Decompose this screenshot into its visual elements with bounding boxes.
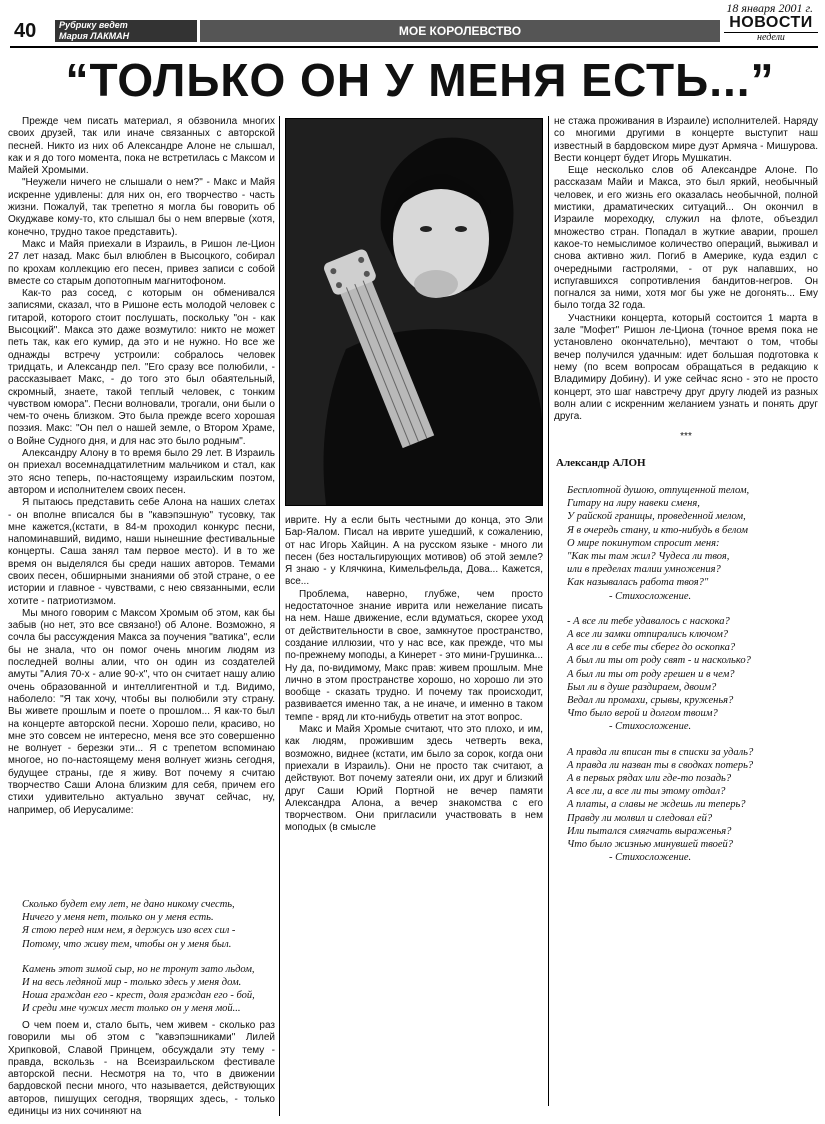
- paragraph: О чем поем и, стало быть, чем живем - сколько раз говорили мы об этом с "кавэпэшниками" Лилей Хрипковой, Славой Принцем, обсуждали эту тему - правда, вскользь - на Всеизраильском фестивале авторской песни. Несмотря на то, что в движении бардовской песни много, что называется, действующих авторов, пишущих сегодня, творящих здесь, - только единицы из них сочиняют на: [8, 1020, 275, 1118]
- poem-stanza: [22, 963, 287, 1016]
- paragraph: Как-то раз сосед, с которым он обменивался записями, сказал, что в Ришоне есть молодой человек с гитарой, которого стоит послушать, поскольку "он - как Высоцкий". Макса это даже возмутило: никто не может петь так, как его кумир, да это и не нужно. Но все же однажды встречу устроили: собралось человек тридцать, и Александр пел. "Его сразу все полюбили, - рассказывает Макс, - до того это был обаятельный, скромный, знаете, такой теплый человек, с тонким чувством юмора". Песни волновали, трогали, они были о чем-то очень близком. Это была прежде всего хорошая поэзия. Макс: "Он пел о нашей земле, о Втором Храме, о Войне Судного дня, и для нас это было родным".: [8, 288, 275, 447]
- poem-line: Я в очередь стану, и кто-нибудь в белом: [567, 524, 748, 536]
- poem-signoff: - Стихосложение.: [609, 852, 692, 864]
- article-column-1: [8, 116, 275, 817]
- poem-line: Что было верой и долгом твоим?: [567, 708, 718, 720]
- poem-line: Ничего у меня нет, только он у меня есть.: [22, 912, 214, 924]
- paragraph: Александру Алону в то время было 29 лет. В Израиль он приехал восемнадцатилетним мальчиком и стал, как это ясно теперь, по-настоящему израильским поэтом, автором и исполнителем своих песен.: [8, 448, 275, 496]
- poem-line: Что было жизнью минувшей твоей?: [567, 839, 734, 851]
- poem-line: Ведал ли промахи, срывы, круженья?: [567, 695, 734, 707]
- paragraph: Макс и Майя приехали в Израиль, в Ришон ле-Цион 27 лет назад. Макс был влюблен в Высоцкого, собирал по крохам коллекцию его песен, привез записи с собой вместе со старым допотопным магнитофоном.: [8, 238, 275, 287]
- poem-line: Камень этот зимой сыр, но не тронут зато льдом,: [22, 963, 255, 975]
- article-column-3: [285, 515, 543, 835]
- poem-stanza: [22, 898, 287, 951]
- paragraph: "Неужели ничего не слышали о нем?" - Макс и Майя искренне удивлены: для них он, его творчество - часть жизни. Пожалуй, так трепетно я могла бы говорить об Окуджаве кому-то, кто слышал бы о нем впервые (хотя, конечно, трудно такое представить).: [8, 177, 275, 238]
- poem-line: Ноша граждан его - крест, доля граждан его - бой,: [22, 990, 255, 1002]
- poem-line: - А все ли тебе удавалось с наскока?: [567, 615, 730, 627]
- section-separator-stars: ***: [680, 431, 692, 443]
- logo-sub: недели: [724, 32, 818, 43]
- column-divider: [279, 116, 280, 1116]
- rubric-line-1: Рубрику ведет: [59, 20, 128, 30]
- poem-line: А в первых рядах или где-то позадь?: [567, 773, 732, 785]
- poem-afterlife: [567, 484, 819, 876]
- poem-line: Потому, что живу тем, чтобы он у меня был.: [22, 938, 232, 950]
- poem-line: А все ли в себе ты сберег до оскопка?: [567, 642, 736, 654]
- poem-author: Александр АЛОН: [556, 457, 646, 469]
- poem-line: Гитару на лиру навеки сменя,: [567, 498, 700, 510]
- paragraph: Проблема, наверно, глубже, чем просто недостаточное знание иврита или нежелание писать на нем. Наше движение, если вдуматься, скорее уход от действительности в свое, замкнутое пространство, создание иллюзии, что у нас все, как прежде, что мы по-прежнему моподы, а Кинерет - это мини-Грушинка... Ну да, по-видимому, Макс прав: живем прошлым. Мне лично в этом пространстве хорошо, но хорошо ли это вообще - сказать трудно. И почему так происходит, развивается именно так, а не иначе, и именно в таком темпе - вряд ли кто-нибудь ответит на этот вопрос.: [285, 588, 543, 723]
- paragraph: иврите. Ну а если быть честными до конца, это Эли Бар-Яалом. Писал на иврите ушедший, к сожалению, от нас Игорь Хайцин. А на русском языке - много ли песен (без ностальгирующих мотивов) об этой земле? Я знаю - у Клячкина, Кимельфельда, Дова... Кажется, все...: [285, 515, 543, 588]
- poem-stanza: [567, 484, 819, 603]
- poem-line: А платы, а славы не ждешь ли теперь?: [567, 799, 746, 811]
- paragraph: Еще несколько слов об Александре Алоне. По рассказам Майи и Макса, это был яркий, необычный человек, и его жизнь его оказалась необычной, полной мистики, драматических ситуаций... Он окончил в Израиле мореходку, служил на флоте, объездил множество стран. Попадал в жуткие аварии, прошел какое-то немыслимое количество операций, выживал и снова активно жил. Погиб в Америке, куда ездил с очередными гастролями, - от рук напавших, но испугавшихся сопротивления бандитов-негров. Он погнался за ними, хотя мог бы уже не догонять... Ему было тогда 32 года.: [554, 165, 818, 312]
- logo-main: НОВОСТИ: [729, 14, 813, 31]
- article-column-1-bottom: [8, 1020, 275, 1118]
- poem-line: Как называлась работа твоя?": [567, 577, 709, 589]
- paragraph: Участники концерта, который состоится 1 марта в зале "Мофет" Ришон ле-Циона (точное время пока не установлено окончательно), мечтают о том, чтобы вечер получился удачным: идет большая подготовка к нему (по всем вопросам обращаться в редакцию к Владимиру Добину). И уже сейчас ясно - это не просто концерт, это шаг навстречу друг другу людей из разных волн алии с искренним желанием узнать и понять друг друга.: [554, 312, 818, 423]
- header-rule: [10, 46, 818, 48]
- page-number: 40: [14, 20, 37, 42]
- photo-illustration: [286, 119, 542, 505]
- poem-line: Правду ли молвил и следовал ей?: [567, 812, 713, 824]
- paragraph: не стажа проживания в Израиле) исполнителей. Наряду со многими другими в концерте выступит наш известный в бардовском мире дуэт Армяча - Мишурова. Вести концерт будет Игорь Мушкатин.: [554, 116, 818, 164]
- rubric-box: [55, 20, 197, 42]
- article-column-4: [554, 116, 818, 444]
- poem-line: Сколько будет ему лет, не дано никому счесть,: [22, 899, 235, 910]
- poem-line: А все ли, а все ли ты этому отдал?: [567, 786, 726, 798]
- poem-line: "Как ты там жил? Чудеса ли твоя,: [567, 551, 730, 563]
- poem-line: А правда ли вписан ты в списки за удаль?: [567, 746, 754, 758]
- poem-line: И среди мне чужих мест только он у меня мой...: [22, 1003, 241, 1015]
- poem-stanza: [567, 746, 819, 865]
- poem-line: или в пределах талии умножения?: [567, 564, 721, 576]
- rubric-line-2: Мария ЛАКМАН: [59, 31, 130, 41]
- poem-line: О мире покинутом спросит меня:: [567, 537, 720, 549]
- poem-line: А был ли ты от роду свят - и насколько?: [567, 655, 751, 667]
- poem-line: Я стою перед ним нем, я держусь изо всех сил -: [22, 925, 236, 937]
- poem-stanza: [567, 615, 819, 734]
- poem-line: Был ли в душе раздираем, двоим?: [567, 681, 717, 693]
- paragraph: Макс и Майя Хромые считают, что это плохо, и им, как людям, прожившим здесь четверть века, возможно, виднее (кстати, им было за сорок, когда они приехали в Израиль). Они не просто так считают, а действуют. Вот почему затеяли они, их друг и близкий друг Саши Юрий Портной не вечер памяти Александра Алона, а вечер знакомства с его творчеством. Они пригласили участвовать в нем моподых (в смысле: [285, 724, 543, 834]
- headline: “ТОЛЬКО ОН У МЕНЯ ЕСТЬ...”: [65, 54, 775, 106]
- issue-date: 18 января 2001 г.: [726, 1, 813, 15]
- poem-line: А правда ли назван ты в сводках потерь?: [567, 759, 754, 771]
- poem-line: Или пытался смягчать выраженья?: [567, 825, 732, 837]
- poem-line: А все ли замки отпирались ключом?: [567, 629, 729, 641]
- poem-line: Бесплотной душою, отпущенной телом,: [567, 485, 750, 496]
- paragraph: Я пытаюсь представить себе Алона на наших слетах - он вполне вписался бы в "кавэпэшную" тусовку, так мне кажется,(кстати, в 84-м проходил конкурс песни, напоминавший, видимо, наши нынешние фестивальные концерты. Саша занял там первое место). И в то же время он выделялся бы среди наших авторов. Темами своих песен, обширными знаниями об этой стране, о ее истории и главное - чувствами, с нею связанными, если хотите - патриотизмом.: [8, 497, 275, 607]
- paragraph: Мы много говорим с Максом Хромым об этом, как бы забыв (но нет, это все связано!) об Алоне. Возможно, я сочла бы рассуждения Макса за поучения "ватика", если бы не знала, что он помог очень многим людям из последней волны алии, что он один из создателей амуты "Алия 70-х - алие 90-х", что он считает нашу алию очень образованной и интеллигентной и т.д. Видимо, наболело: "Я так хочу, чтобы вы полюбили эту страну. Вы живете прошлым и поете о прошлом... Я как-то был на концерте авторской песни. Хорошо пели, красиво, но мне это совсем не интересно, меня все это совершенно не волнует - березки эти... Я с трепетом вспоминаю многое, но по-настоящему меня волнует жизнь сегодня, будущее страны, где я живу. Вот почему я считаю творчество Саши Алона близким для себя, причем его стихи удивительно актуально звучат сейчас, ну, например, об Иерусалиме:: [8, 607, 275, 816]
- poem-jerusalem: [22, 898, 287, 1028]
- section-title: МОЕ КОРОЛЕВСТВО: [200, 20, 720, 42]
- poem-line: А был ли ты от роду грешен и в чем?: [567, 668, 735, 680]
- newspaper-logo: [724, 14, 818, 48]
- poem-signoff: - Стихосложение.: [609, 721, 692, 733]
- poem-signoff: - Стихосложение.: [609, 590, 692, 602]
- photo-singer-with-guitar: [285, 118, 543, 506]
- column-divider: [548, 116, 549, 1106]
- poem-line: И на весь ледяной мир - только здесь у меня дом.: [22, 977, 242, 989]
- paragraph: Прежде чем писать материал, я обзвонила многих своих друзей, так или иначе связанных с авторской песней. Никто из них об Александре Алоне не слышал, как и я до того момента, пока не встретилась с Максом и Майей Хромыми.: [8, 116, 275, 177]
- poem-line: У райской границы, проведенной мелом,: [567, 511, 746, 523]
